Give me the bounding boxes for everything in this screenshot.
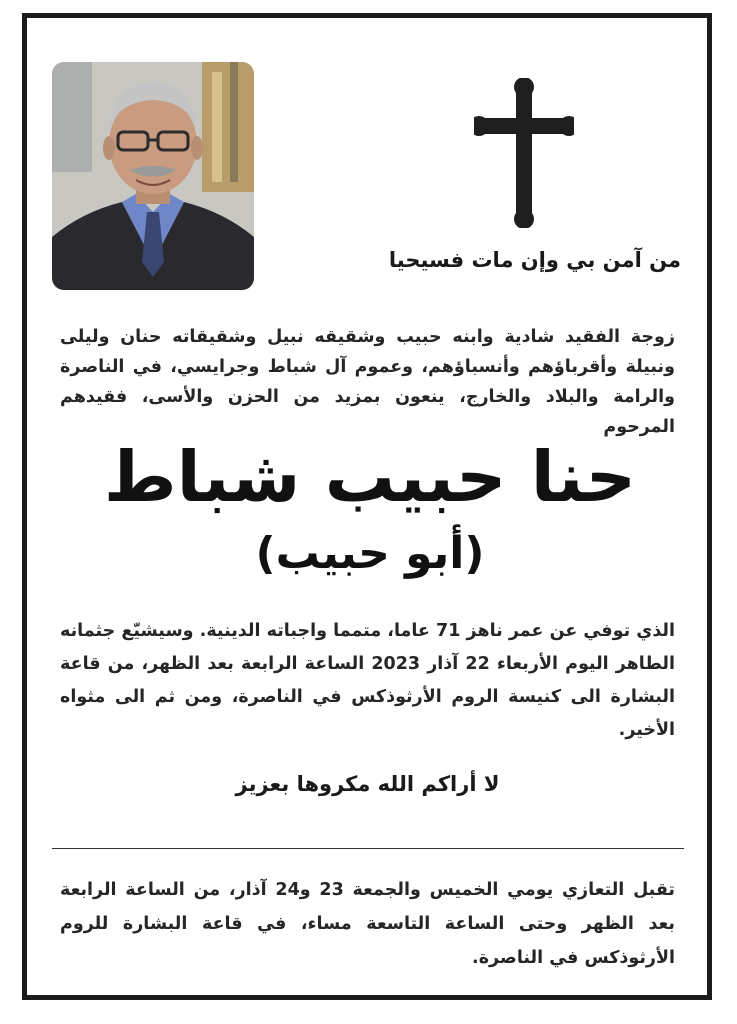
divider-line (52, 848, 684, 849)
closing-phrase: لا أراكم الله مكروها بعزيز (235, 772, 500, 796)
deceased-nickname: (أبو حبيب) (255, 528, 485, 579)
condolences-info: تقبل التعازي يومي الخميس والجمعة 23 و24 آذار، من الساعة الرابعة بعد الظهر وحتى الساعة التاسعة مساء، في قاعة البشارة للروم الأرثوذكس في الناصرة. (60, 880, 675, 968)
scripture-verse: من آمن بي وإن مات فسيحيا (388, 248, 681, 272)
funeral-details: الذي توفي عن عمر ناهز 71 عاما، متمما واجباته الدينية. وسيشيّع جثمانه الطاهر اليوم الأربعاء 22 آذار 2023 الساعة الرابعة بعد الظهر، من قاعة البشارة الى كنيسة الروم الأرثوذكس في الناصرة، ومن ثم الى مثواه الأخير. (60, 621, 675, 740)
mourners-announcement: زوجة الفقيد شادية وابنه حبيب وشقيقه نبيل وشقيقاته حنان وليلى ونبيلة وأقرباؤهم وأنسباؤهم، وعموم آل شباط وجرايسي، في الناصرة والرامة والبلاد والخارج، ينعون بمزيد من الحزن والأسى، فقيدهم المرحوم (60, 327, 675, 437)
cross-icon (474, 78, 574, 228)
portrait-photo (52, 62, 254, 290)
deceased-name: حنا حبيب شباط (103, 436, 637, 518)
